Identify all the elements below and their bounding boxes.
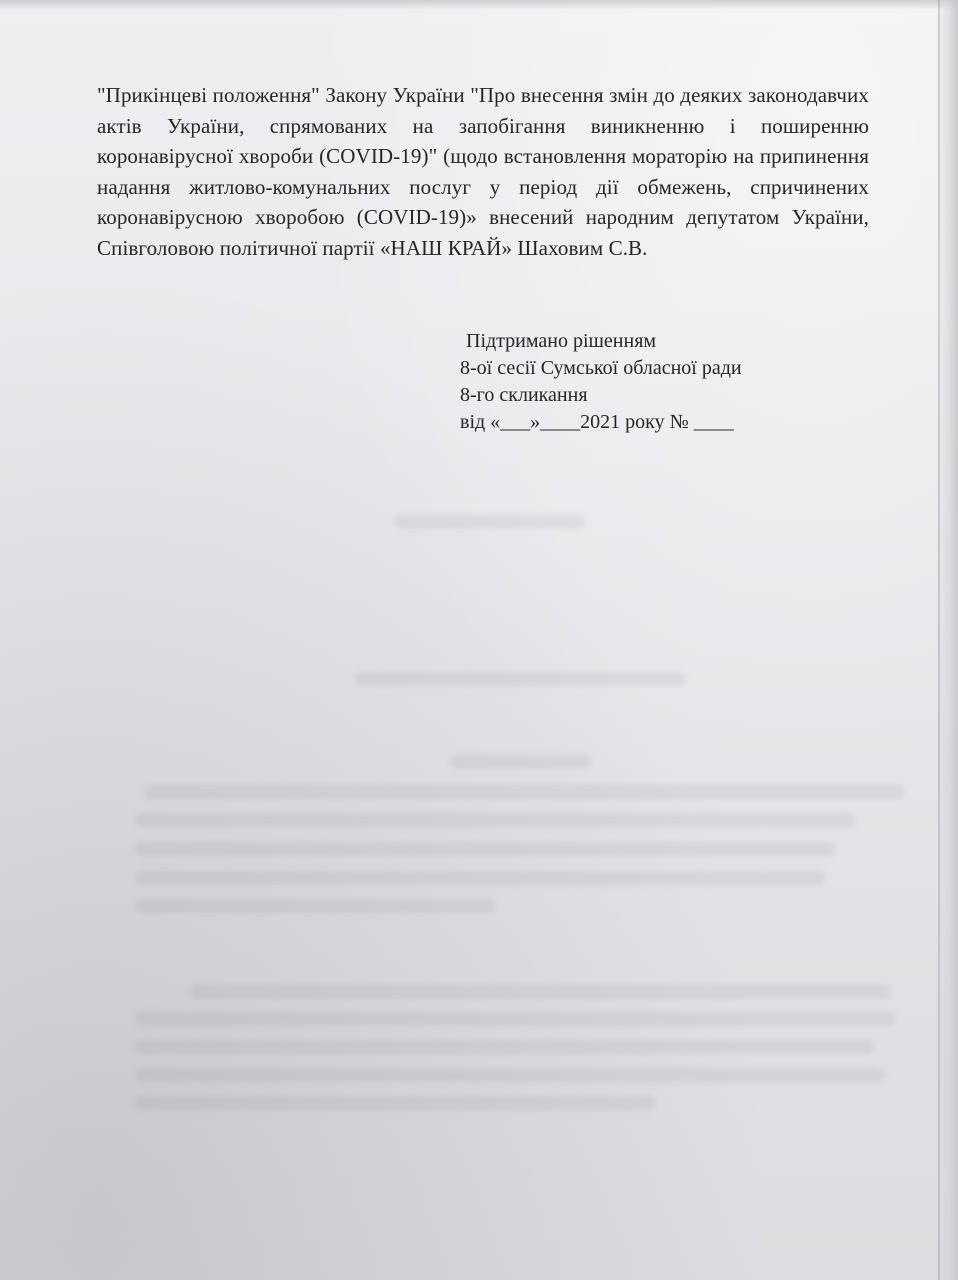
- approval-block: [460, 328, 840, 436]
- show-through-line: [355, 672, 685, 686]
- show-through-line: [135, 1068, 885, 1082]
- show-through-line: [135, 1012, 895, 1026]
- paper-edge-line: [938, 0, 940, 1280]
- approval-line-session: 8-ої сесії Сумської обласної ради: [460, 357, 742, 379]
- show-through-line: [450, 755, 590, 769]
- show-through-line: [395, 515, 585, 529]
- document-intro-paragraph: "Прикінцеві положення" Закону України "Про внесення змін до деяких законодавчих актів України, спрямованих на запобігання виникненню і поширенню коронавірусної хвороби (COVID-19)" (щодо встановлення мораторію на припинення надання житлово-комунальних послуг у період дії обмежень, спричинених коронавірусною хворобою (COVID-19)» внесений народним депутатом України, Співголовою політичної партії «НАШ КРАЙ» Шаховим С.В.: [97, 83, 869, 260]
- show-through-line: [135, 1096, 655, 1110]
- show-through-line: [135, 871, 825, 885]
- show-through-line: [135, 899, 495, 913]
- approval-line-date-number: від «___»____2021 року № ____: [460, 411, 734, 433]
- show-through-line: [135, 842, 835, 856]
- show-through-line: [145, 785, 905, 799]
- approval-line-supported: Підтримано рішенням: [466, 330, 657, 352]
- show-through-line: [190, 985, 890, 999]
- approval-line-convocation: 8-го скликання: [460, 384, 588, 406]
- show-through-line: [135, 1040, 875, 1054]
- show-through-line: [135, 813, 855, 827]
